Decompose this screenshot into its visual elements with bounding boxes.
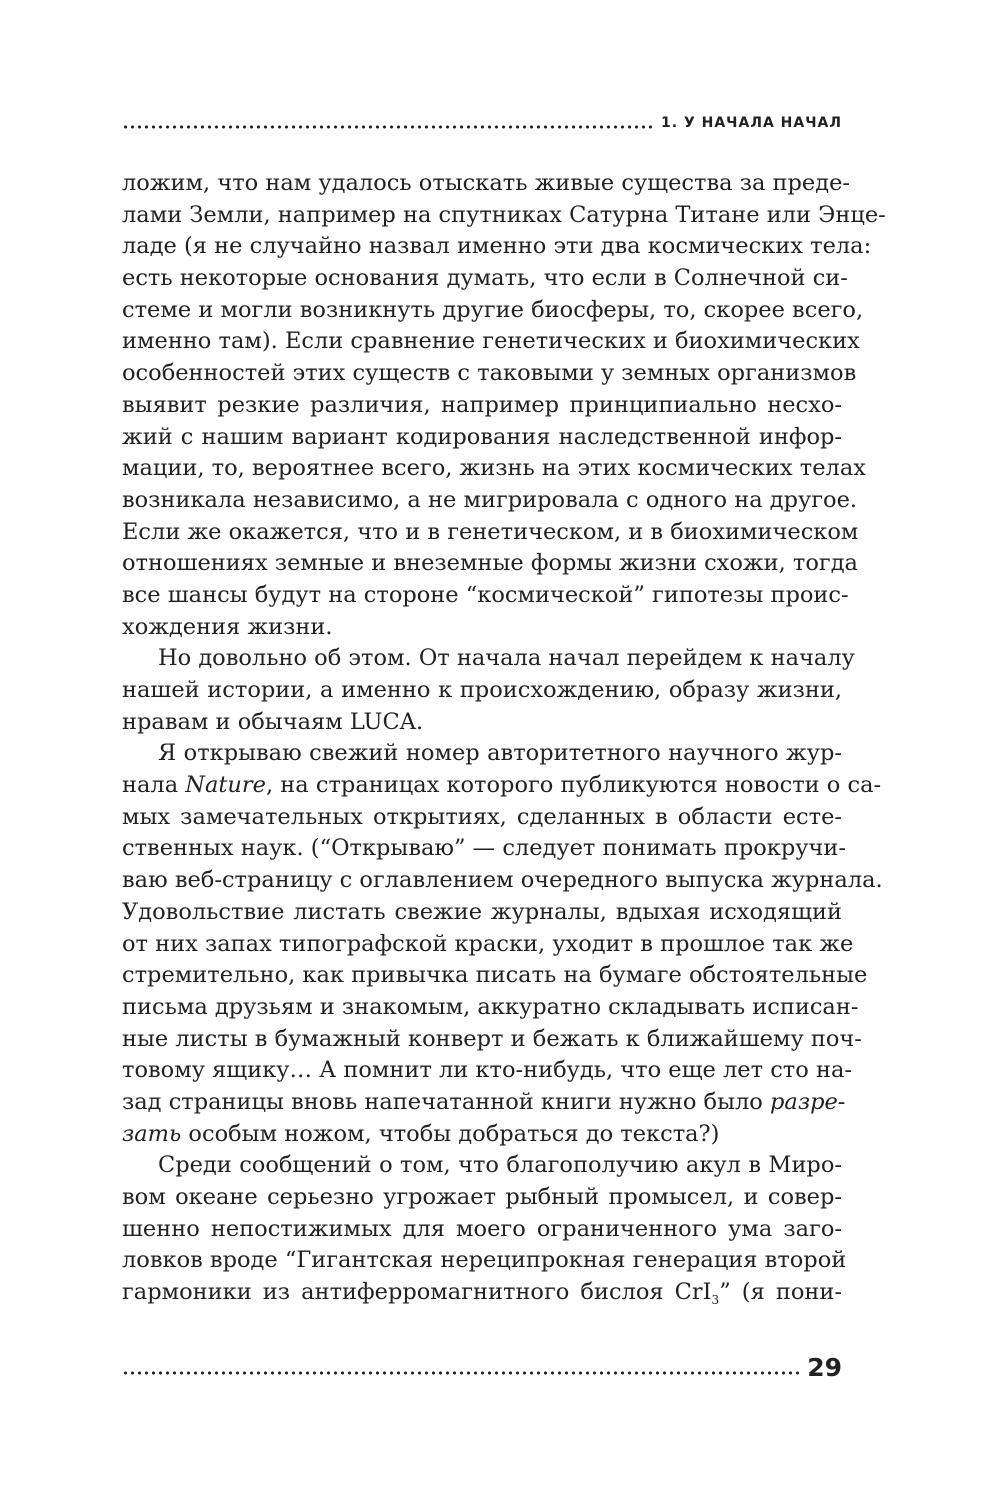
text-line: Но довольно об этом. От начала начал перейдем к началу — [158, 645, 855, 672]
page-number: 29 — [807, 1353, 842, 1382]
text-line: зад страницы вновь напечатанной книги нужно было разре- — [122, 1088, 846, 1115]
text-line: стеме и могли возникнуть другие биосферы, то, скорее всего, — [122, 296, 864, 323]
running-header — [122, 110, 842, 132]
text-line: письма друзьям и знакомым, аккуратно складывать исписан- — [122, 993, 859, 1020]
text-line: ладе (я не случайно назвал именно эти два космических тела: — [122, 233, 872, 260]
header-dot-leader — [122, 125, 655, 129]
text-line: шенно непостижимых для моего ограниченного ума заго- — [122, 1215, 842, 1242]
text-line: все шансы будут на стороне “космической” гипотезы проис- — [122, 581, 849, 608]
paragraph — [122, 168, 886, 643]
text-line: стремительно, как привычка писать на бумаге обстоятельные — [122, 962, 868, 989]
text-line: хождения жизни. — [122, 613, 333, 640]
text-line: от них запах типографской краски, уходит в прошлое так же — [122, 930, 854, 957]
text-line — [122, 1277, 842, 1309]
text-line: лами Земли, например на спутниках Сатурна Титане или Энце- — [122, 201, 886, 228]
text-line: зать особым ножом, чтобы добраться до текста?) — [122, 1120, 720, 1147]
text-line: ственных наук. (“Открываю” — следует понимать прокручи- — [122, 835, 846, 862]
text-line: вом океане серьезно угрожает рыбный промысел, и совер- — [122, 1184, 842, 1210]
text-line: отношениях земные и внеземные формы жизни схожи, тогда — [122, 550, 858, 577]
text-fragment: ” (я пони- — [719, 1279, 842, 1306]
text-fragment: гармоники из антиферромагнитного бислоя CrI — [122, 1279, 712, 1306]
paragraph — [122, 1150, 847, 1308]
text-line: Если же окажется, что и в генетическом, и в биохимическом — [122, 518, 859, 545]
footer-dot-leader — [122, 1371, 801, 1375]
text-line: Среди сообщений о том, что благополучию акул в Миро- — [158, 1152, 842, 1179]
chapter-running-head: 1. У НАЧАЛА НАЧАЛ — [661, 115, 842, 131]
text-line: Удовольствие листать свежие журналы, вдыхая исходящий — [122, 898, 842, 925]
text-line: особенностей этих существ с таковыми у земных организмов — [122, 360, 857, 387]
paragraph — [122, 738, 883, 1150]
text-line: мации, то, вероятнее всего, жизнь на этих космических телах — [122, 455, 866, 482]
text-line: ложим, что нам удалось отыскать живые существа за преде- — [122, 170, 851, 196]
text-line: есть некоторые основания думать, что если в Солнечной си- — [122, 265, 848, 292]
text-line: нашей истории, а именно к происхождению, образу жизни, — [122, 677, 842, 703]
text-line: мых замечательных открытиях, сделанных в области есте- — [122, 803, 842, 830]
text-line: нала Nature, на страницах которого публикуются новости о са- — [122, 772, 882, 799]
text-line: жий с нашим вариант кодирования наследственной инфор- — [122, 423, 842, 450]
text-line: товому ящику… А помнит ли кто-нибудь, что еще лет сто на- — [122, 1057, 852, 1084]
text-line: нравам и обычаям LUCA. — [122, 708, 424, 735]
text-line: именно там). Если сравнение генетических и биохимических — [122, 328, 860, 355]
text-line: ловков вроде “Гигантская нереципрокная генерация второй — [122, 1247, 847, 1274]
text-line: Я открываю свежий номер авторитетного научного жур- — [158, 740, 842, 767]
main-text-block — [122, 168, 886, 1309]
paragraph — [122, 643, 855, 738]
text-line: ные листы в бумажный конверт и бежать к ближайшему поч- — [122, 1025, 862, 1052]
text-line: ваю веб-страницу с оглавлением очередного выпуска журнала. — [122, 867, 883, 894]
text-line: выявит резкие различия, например принципиально несхо- — [122, 391, 842, 418]
page-footer — [122, 1347, 842, 1383]
subscript: 3 — [711, 1293, 720, 1308]
text-line: возникала независимо, а не мигрировала с одного на другое. — [122, 486, 858, 513]
